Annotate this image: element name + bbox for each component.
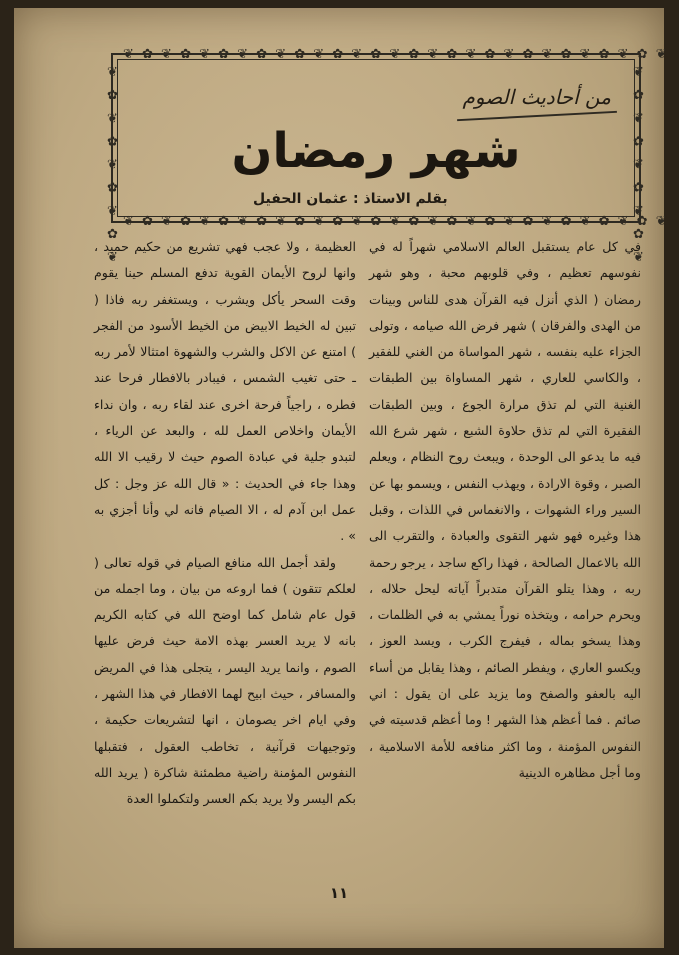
vine-ornament-left: ❦ ✿ ❦ ✿ ❦ ✿ ❦ ✿ ❦: [105, 65, 120, 268]
vine-ornament-top: ❦ ✿ ❦ ✿ ❦ ✿ ❦ ✿ ❦ ✿ ❦ ✿ ❦ ✿ ❦ ✿ ❦ ✿ ❦ ✿ ❦ ✿ ❦ ✿ ❦ ✿ ❦ ✿ ❦: [123, 47, 669, 62]
vine-ornament-right: ❦ ✿ ❦ ✿ ❦ ✿ ❦ ✿ ❦: [631, 65, 646, 268]
vine-ornament-bottom: ❦ ✿ ❦ ✿ ❦ ✿ ❦ ✿ ❦ ✿ ❦ ✿ ❦ ✿ ❦ ✿ ❦ ✿ ❦ ✿ ❦ ✿ ❦ ✿ ❦ ✿ ❦ ✿ ❦: [123, 214, 669, 229]
section-label: من أحاديث الصوم: [462, 85, 611, 109]
paragraph: ولقد أجمل الله منافع الصيام في قوله تعالى ( لعلكم تتقون ) فما اروعه من بيان ، وما اجمله من قول عام شامل كما اوضح الله في كتابه الكريم بانه لا يريد العسر بهذه الامة حيث فرض عليها الصوم ، وانما يريد اليسر ، يتجلى هذا في المريض والمسافر ، حيث ابيح لهما الافطار في هذا الشهر ، وفي ايام اخر يصومان ، انها لتشريعات حكيمة ، وتوجيهات قرآنية ، تخاطب العقول ، فتقبلها النفوس المؤمنة راضية مطمئنة شاكرة ( يريد الله بكم اليسر ولا يريد بكم العسر ولتكملوا العدة: [94, 554, 356, 807]
page-number: ١١: [329, 884, 349, 902]
paragraph: في كل عام يستقبل العالم الاسلامي شهراً له في نفوسهم تعظيم ، وفي قلوبهم محبة ، وهو شهر رمضان ( الذي أنزل فيه القرآن هدى للناس وبينات من الهدى والفرقان ) شهر فرض الله صيامه ، وتولى الجزاء عليه بنفسه ، شهر المواساة من الغني للفقير ، والكاسي للعاري ، شهر المساواة بين الطبقات الغنية التي لم تذق مرارة الجوع ، وبين الطبقات الفقيرة التي لم تذق حلاوة الشبع ، شهر شرع الله فيه ما يدعو الى الوحدة ، ويبعث روح النظام ، ويعلم الصبر ، وقوة الارادة ، ويهذب النفس ، ويسمو بها عن السير وراء الشهوات ، والانغماس في اللذات ، وقبل هذا وغيره فهو شهر التقوى والعبادة ، والتقرب الى الله بالاعمال الصالحة ، فهذا راكع ساجد ، يرجو رحمة ربه ، وهذا يتلو القرآن متدبراً آياته ليحل حلاله ، ويحرم حرامه ، ويتخذه نوراً يمشي به في الظلمات ، وهذا يسخو بماله ، فيفرج الكرب ، ويسد العوز ، ويكسو العاري ، ويفطر الصائم ، وهذا يقابل من أساء اليه بالعفو والصفح وما يزيد على ان يقول : اني صائم . فما أعظم هذا الشهر ! وما أعظم قدسيته في النفوس المؤمنة ، وما اكثر منافعه للأمة الاسلامية ، وما أجل مظاهره الدينية: [369, 239, 641, 780]
author-byline: بقلم الاستاذ : عثمان الحفيل: [253, 191, 448, 207]
text-column-left: [94, 234, 356, 813]
text-column-right: [369, 234, 641, 786]
article-title: شهر رمضان: [231, 123, 521, 179]
magazine-page: [14, 8, 669, 948]
paragraph: العظيمة ، ولا عجب فهي تشريع من حكيم حميد ، وانها لروح الأيمان القوية تدفع المسلم حينا يقوم وقت السحر يأكل ويشرب ، ويستغفر ربه فاذا ( تبين له الخيط الابيض من الخيط الأسود من الفجر ) امتنع عن الاكل والشرب والشهوة امتثالا لأمر ربه ـ حتى تغيب الشمس ، فيبادر بالافطار فرحا عند فطره ، راجياً فرحة اخرى عند لقاء ربه ، وان نداء الأيمان واخلاص العمل لله ، والبعد عن الرياء ، لتبدو جلية في عبادة الصوم حيث لا رقيب الا الله وهذا جاء في الحديث : « قال الله عز وجل : كل عمل ابن آدم له ، الا الصيام فانه لي وأنا أجزي به » .: [94, 239, 356, 544]
title-frame: [105, 47, 669, 268]
